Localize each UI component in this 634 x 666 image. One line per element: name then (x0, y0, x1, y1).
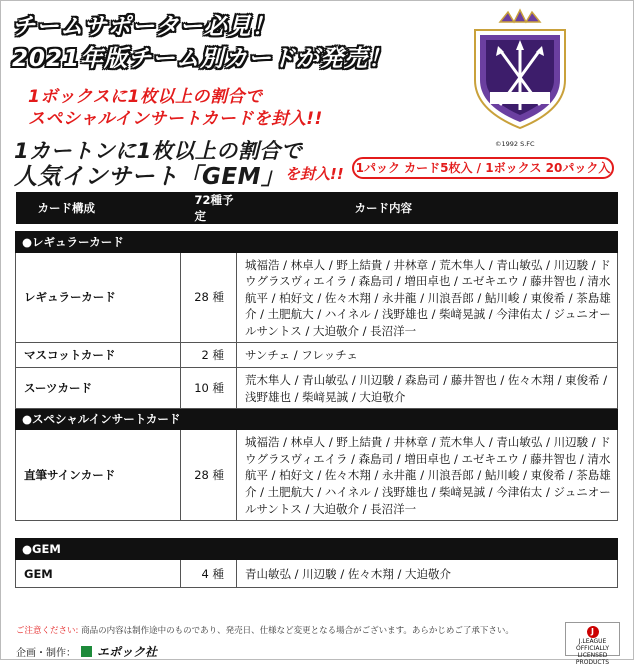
card-table (15, 192, 618, 588)
card-type-content: 城福浩 / 林卓人 / 野上結貴 / 井林章 / 荒木隼人 / 青山敏弘 / 川辺駿 / ドウグラスヴィエイラ / 森島司 / 増田卓也 / エゼキエウ / 藤井智也 / 清水航平 / 柏好文 / 佐々木翔 / 永井龍 / 川浪吾郎 / 鮎川峻 / 東俊希 / 茶島雄介 / 土肥航大 / ハイネル / 浅野雄也 / 柴﨑晃誠 / 今津佑太 / ジュニオールサントス / 大迫敬介 / 長沼洋一 (237, 252, 618, 343)
header-card-composition: カード構成 (16, 192, 181, 224)
header-card-count: 72種予定 (181, 192, 237, 224)
table-row (16, 343, 618, 368)
section-title: ●スペシャルインサートカード (16, 409, 618, 430)
special-insert-line-1: 1ボックスに1枚以上の割合で (28, 87, 263, 107)
header-card-content: カード内容 (237, 192, 618, 224)
section-row-gem (16, 539, 618, 560)
note-label: ご注意ください: (16, 626, 79, 636)
gem-line-1: 1カートンに1枚以上の割合で (14, 139, 303, 163)
section-row-special-insert (16, 409, 618, 430)
note-text: 商品の内容は制作途中のものであり、発売日、仕様など変更となる場合がございます。あらかじめご了承下さい。 (81, 626, 514, 636)
headline-2: 2021年版チーム別カードが発売！ (12, 46, 393, 72)
section-row-regular (16, 231, 618, 252)
jleague-logo-icon: J (587, 626, 599, 638)
maker-name: エポック社 (97, 645, 158, 659)
table-row (16, 560, 618, 588)
card-type-name: マスコットカード (16, 343, 181, 368)
gem-line-2-suffix: を封入!! (285, 165, 344, 183)
footer-note (16, 624, 514, 636)
table-header-row (16, 192, 618, 224)
card-type-name: スーツカード (16, 368, 181, 409)
card-type-count: 28 種 (181, 430, 237, 521)
card-type-content: 荒木隼人 / 青山敏弘 / 川辺駿 / 森島司 / 藤井智也 / 佐々木翔 / 東俊希 / 浅野雄也 / 柴﨑晃誠 / 大迫敬介 (237, 368, 618, 409)
card-type-content: 青山敏弘 / 川辺駿 / 佐々木翔 / 大迫敬介 (237, 560, 618, 588)
spacer-row (16, 521, 618, 539)
maker-credit (16, 643, 157, 660)
jleague-text: J.LEAGUE OFFICIALLY LICENSED PRODUCTS (575, 638, 610, 666)
card-type-content: 城福浩 / 林卓人 / 野上結貴 / 井林章 / 荒木隼人 / 青山敏弘 / 川辺駿 / ドウグラスヴィエイラ / 森島司 / 増田卓也 / エゼキエウ / 藤井智也 / 清水航平 / 柏好文 / 佐々木翔 / 永井龍 / 川浪吾郎 / 鮎川峻 / 東俊希 / 茶島雄介 / 土肥航大 / ハイネル / 浅野雄也 / 柴﨑晃誠 / 今津佑太 / ジュニオールサントス / 大迫敬介 / 長沼洋一 (237, 430, 618, 521)
special-insert-line-2: スペシャルインサートカードを封入!! (28, 109, 323, 129)
card-type-name: レギュラーカード (16, 252, 181, 343)
section-title: ●GEM (16, 539, 618, 560)
jleague-license-badge (565, 622, 620, 666)
card-type-count: 4 種 (181, 560, 237, 588)
table-row (16, 368, 618, 409)
gem-line-2: 人気インサート「GEM」 (14, 164, 285, 190)
epoch-logo-icon (81, 646, 92, 657)
card-type-content: サンチェ / フレッチェ (237, 343, 618, 368)
spacer-row (16, 224, 618, 231)
pack-info-badge: 1パック カード5枚入 / 1ボックス 20パック入 (352, 157, 614, 179)
card-type-name: GEM (16, 560, 181, 588)
table-row (16, 252, 618, 343)
crest-copyright: ©1992 S.FC (495, 140, 535, 148)
section-title: ●レギュラーカード (16, 231, 618, 252)
sanfrecce-crest-icon (470, 10, 570, 130)
maker-label: 企画・制作： (16, 648, 76, 659)
card-type-count: 10 種 (181, 368, 237, 409)
card-type-count: 28 種 (181, 252, 237, 343)
table-row (16, 430, 618, 521)
card-type-count: 2 種 (181, 343, 237, 368)
card-type-name: 直筆サインカード (16, 430, 181, 521)
headline-1: チームサポーター必見！ (12, 14, 276, 40)
